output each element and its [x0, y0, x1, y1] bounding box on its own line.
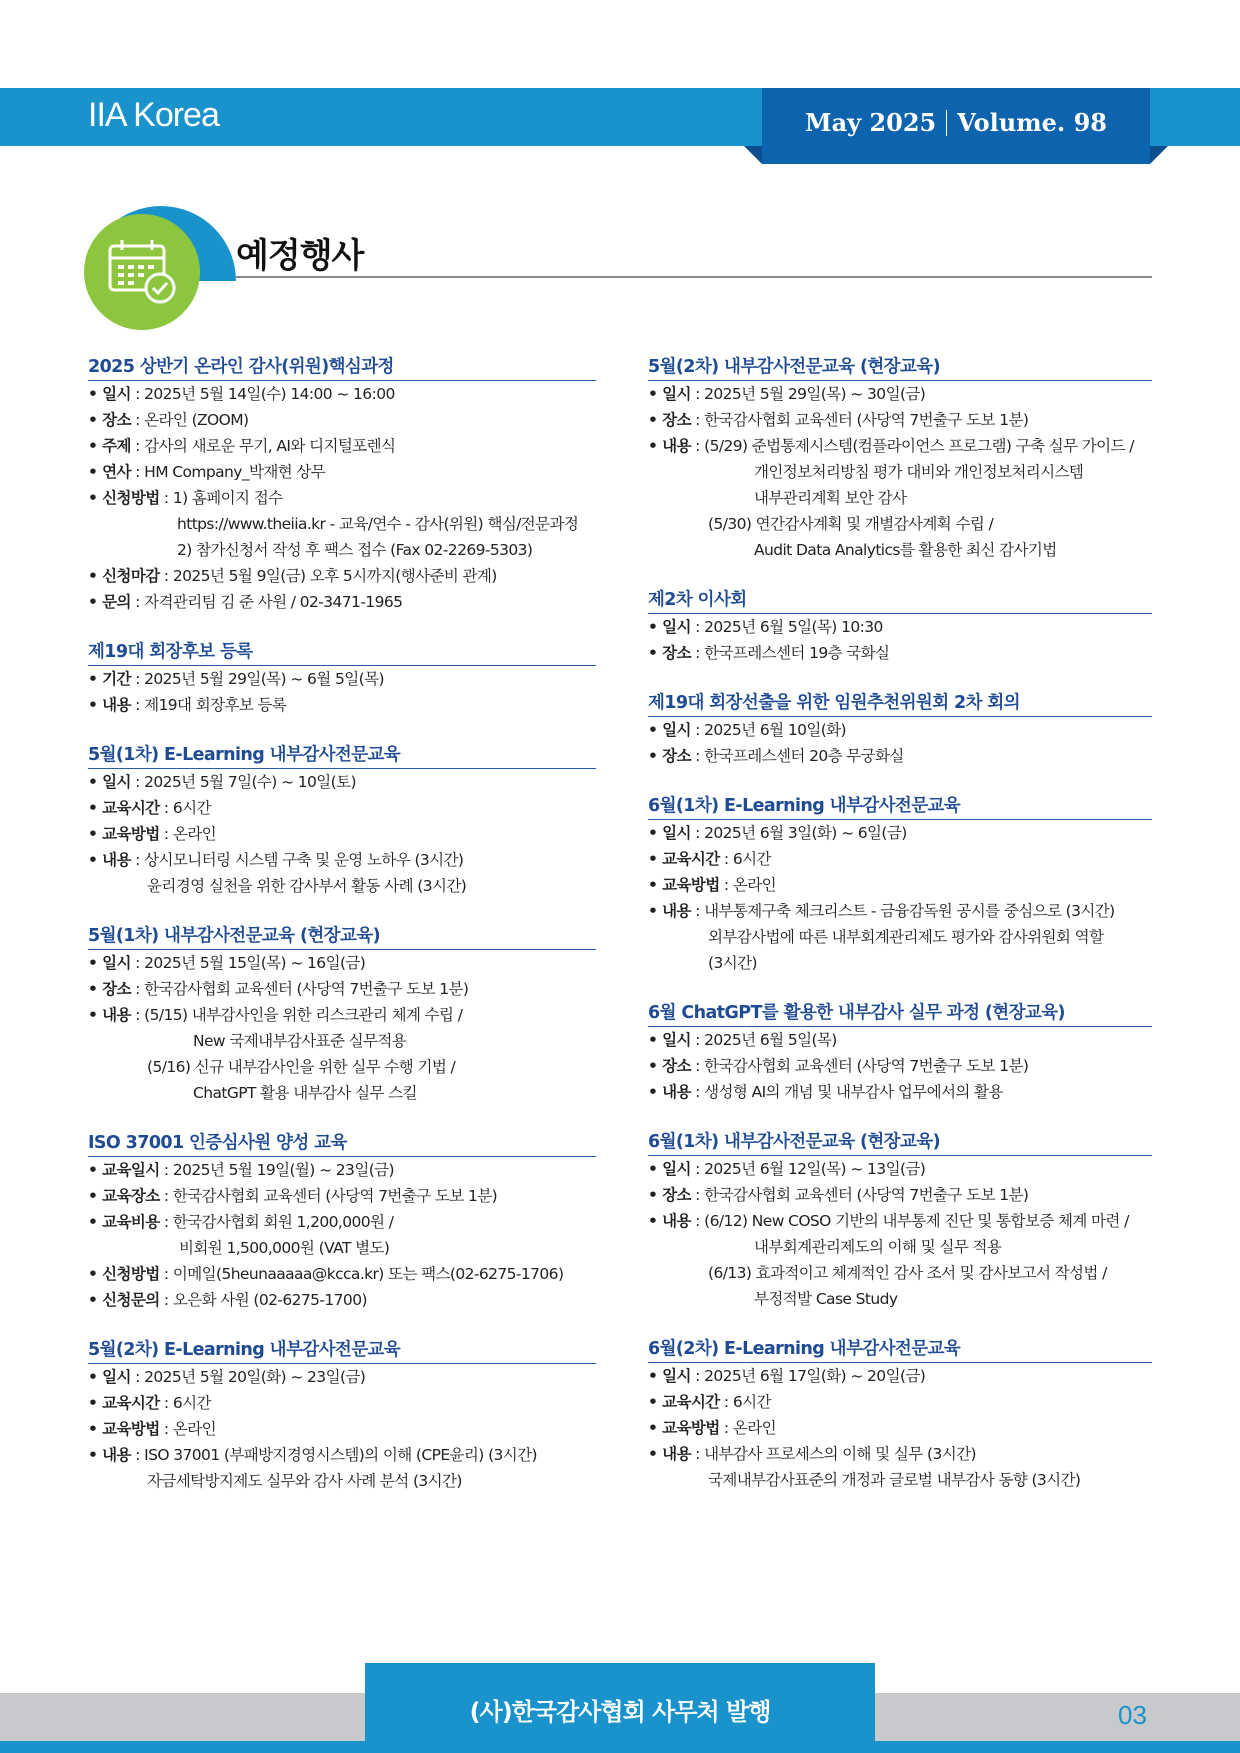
bullet-icon: •: [88, 1291, 103, 1309]
event-detail-line: [648, 614, 1152, 640]
bullet-icon: •: [88, 1446, 103, 1464]
detail-label: 교육방법: [662, 1419, 720, 1437]
detail-label: 일시: [662, 1031, 691, 1049]
detail-label: 내용: [102, 851, 131, 869]
bullet-icon: •: [88, 980, 103, 998]
bullet-icon: •: [648, 1057, 663, 1075]
event-detail-line: [648, 717, 1152, 743]
bullet-icon: •: [88, 385, 103, 403]
bullet-icon: •: [88, 489, 103, 507]
event-title: 5월(1차) E-Learning 내부감사전문교육: [88, 744, 596, 769]
event-detail-line: [88, 459, 596, 485]
detail-label: 교육시간: [102, 1394, 160, 1412]
event-detail-line: [88, 1364, 596, 1390]
event-detail-line: [88, 692, 596, 718]
event-title: 6월 ChatGPT를 활용한 내부감사 실무 과정 (현장교육): [648, 1002, 1152, 1027]
detail-label: 일시: [662, 618, 691, 636]
event-detail-line: [648, 381, 1152, 407]
detail-label: 일시: [102, 773, 131, 791]
detail-label: 교육시간: [102, 799, 160, 817]
event-detail-line: [648, 1182, 1152, 1208]
detail-label: 주제: [102, 437, 131, 455]
calendar-check-icon: [104, 236, 180, 308]
detail-value: : 6시간: [719, 850, 771, 868]
detail-value: : 2025년 5월 7일(수) ~ 10일(토): [130, 773, 356, 791]
event-detail-line: [88, 1157, 596, 1183]
bullet-icon: •: [648, 618, 663, 636]
issue-volume: Volume. 98: [957, 108, 1107, 137]
page-title: 예정행사: [236, 236, 364, 276]
event-detail-line: [648, 1260, 1152, 1286]
event-title: 6월(1차) E-Learning 내부감사전문교육: [648, 795, 1152, 820]
event-block: [88, 744, 596, 899]
detail-continuation: ChatGPT 활용 내부감사 실무 스킬: [193, 1084, 417, 1102]
bullet-icon: •: [88, 593, 103, 611]
detail-label: 일시: [102, 1368, 131, 1386]
detail-value: : 2025년 5월 29일(목) ~ 30일(금): [690, 385, 926, 403]
detail-continuation: 자금세탁방지제도 실무와 감사 사례 분석 (3시간): [147, 1472, 462, 1490]
detail-value: : (6/12) New COSO 기반의 내부통제 진단 및 통합보증 체계 마련 /: [690, 1212, 1129, 1230]
event-block: [88, 1132, 596, 1313]
bullet-icon: •: [648, 876, 663, 894]
event-title: 6월(1차) 내부감사전문교육 (현장교육): [648, 1131, 1152, 1156]
event-title: 제19대 회장선출을 위한 임원추천위원회 2차 회의: [648, 692, 1152, 717]
detail-label: 신청방법: [102, 489, 160, 507]
bullet-icon: •: [88, 799, 103, 817]
event-block: [648, 1002, 1152, 1105]
detail-value: : 2025년 5월 29일(목) ~ 6월 5일(목): [130, 670, 384, 688]
issue-tab-fold-right: [1150, 146, 1168, 164]
event-detail-line: [88, 563, 596, 589]
bullet-icon: •: [88, 567, 103, 585]
event-detail-line: [88, 821, 596, 847]
title-badge: [84, 214, 200, 330]
detail-label: 교육일시: [102, 1161, 160, 1179]
detail-value: : 1) 홈페이지 접수: [159, 489, 283, 507]
detail-label: 내용: [662, 1212, 691, 1230]
detail-value: : 온라인: [719, 876, 777, 894]
detail-value: : 자격관리팀 김 준 사원 / 02-3471-1965: [130, 593, 403, 611]
detail-continuation: 내부관리계획 보안 감사: [754, 489, 907, 507]
bullet-icon: •: [648, 1031, 663, 1049]
bullet-icon: •: [648, 850, 663, 868]
event-detail-line: [648, 1208, 1152, 1234]
detail-value: : 한국감사협회 교육센터 (사당역 7번출구 도보 1분): [130, 980, 469, 998]
event-title: 2025 상반기 온라인 감사(위원)핵심과정: [88, 356, 596, 381]
bullet-icon: •: [88, 1265, 103, 1283]
bullet-icon: •: [88, 1213, 103, 1231]
bullet-icon: •: [88, 670, 103, 688]
issue-separator: [946, 110, 947, 136]
detail-label: 교육방법: [662, 876, 720, 894]
page-number: 03: [1118, 1700, 1147, 1730]
detail-continuation: (3시간): [708, 954, 757, 972]
detail-label: 장소: [662, 411, 691, 429]
detail-value: : 내부감사 프로세스의 이해 및 실무 (3시간): [690, 1445, 976, 1463]
detail-label: 내용: [102, 696, 131, 714]
event-detail-line: [88, 407, 596, 433]
bullet-icon: •: [648, 824, 663, 842]
detail-value: : 2025년 6월 10일(화): [690, 721, 847, 739]
detail-value: (5/30) 연간감사계획 및 개별감사계획 수립 /: [708, 515, 994, 533]
detail-label: 일시: [102, 385, 131, 403]
detail-label: 일시: [662, 1367, 691, 1385]
bullet-icon: •: [88, 954, 103, 972]
event-detail-line: [88, 1287, 596, 1313]
detail-label: 장소: [102, 980, 131, 998]
bullet-icon: •: [88, 1161, 103, 1179]
detail-value: : 한국감사협회 교육센터 (사당역 7번출구 도보 1분): [159, 1187, 498, 1205]
detail-continuation: 2) 참가신청서 작성 후 팩스 접수 (Fax 02-2269-5303): [177, 541, 533, 559]
bullet-icon: •: [88, 437, 103, 455]
event-detail-line: [648, 743, 1152, 769]
detail-continuation: 부정적발 Case Study: [754, 1290, 898, 1308]
event-detail-line: [88, 847, 596, 873]
detail-label: 교육시간: [662, 1393, 720, 1411]
detail-value: : 2025년 5월 15일(목) ~ 16일(금): [130, 954, 366, 972]
detail-label: 내용: [662, 902, 691, 920]
bullet-icon: •: [648, 1160, 663, 1178]
detail-value: : (5/29) 준법통제시스템(컴플라이언스 프로그램) 구축 실무 가이드 /: [690, 437, 1134, 455]
detail-label: 문의: [102, 593, 131, 611]
event-block: [648, 1338, 1152, 1493]
detail-value: : HM Company_박재현 상무: [130, 463, 326, 481]
event-detail-line: [88, 1209, 596, 1235]
detail-value: : 2025년 6월 17일(화) ~ 20일(금): [690, 1367, 926, 1385]
detail-value: : 6시간: [719, 1393, 771, 1411]
detail-label: 내용: [662, 1083, 691, 1101]
event-detail-line: [648, 407, 1152, 433]
bullet-icon: •: [648, 721, 663, 739]
event-title: 6월(2차) E-Learning 내부감사전문교육: [648, 1338, 1152, 1363]
bullet-icon: •: [648, 385, 663, 403]
detail-label: 장소: [662, 747, 691, 765]
detail-value: : 온라인: [159, 1420, 217, 1438]
bullet-icon: •: [648, 411, 663, 429]
event-detail-line: [648, 846, 1152, 872]
detail-value: : 6시간: [159, 799, 211, 817]
issue-month: May 2025: [805, 108, 937, 137]
bullet-icon: •: [88, 1368, 103, 1386]
detail-value: : 생성형 AI의 개념 및 내부감사 업무에서의 활용: [690, 1083, 1003, 1101]
detail-label: 내용: [102, 1006, 131, 1024]
event-block: [648, 589, 1152, 666]
event-detail-line: [648, 1441, 1152, 1467]
detail-value: : 2025년 6월 5일(목) 10:30: [690, 618, 883, 636]
event-detail-line: [648, 1053, 1152, 1079]
event-detail-line: [88, 433, 596, 459]
detail-value: (6/13) 효과적이고 체계적인 감사 조서 및 감사보고서 작성법 /: [708, 1264, 1107, 1282]
event-title: 5월(2차) 내부감사전문교육 (현장교육): [648, 356, 1152, 381]
detail-label: 장소: [102, 411, 131, 429]
event-title: 제2차 이사회: [648, 589, 1152, 614]
event-title: ISO 37001 인증심사원 양성 교육: [88, 1132, 596, 1157]
event-detail-line: [648, 1415, 1152, 1441]
event-block: [648, 795, 1152, 976]
detail-label: 장소: [662, 644, 691, 662]
event-detail-line: [648, 511, 1152, 537]
bullet-icon: •: [88, 1394, 103, 1412]
detail-value: : ISO 37001 (부패방지경영시스템)의 이해 (CPE윤리) (3시간): [130, 1446, 537, 1464]
detail-value: : 2025년 5월 14일(수) 14:00 ~ 16:00: [130, 385, 395, 403]
detail-value: : 한국프레스센터 20층 무궁화실: [690, 747, 904, 765]
event-title: 제19대 회장후보 등록: [88, 641, 596, 666]
event-detail-line: [648, 433, 1152, 459]
issue-tab-fold-left: [744, 146, 762, 164]
detail-value: : 온라인 (ZOOM): [130, 411, 249, 429]
detail-continuation: 외부감사법에 따른 내부회계관리제도 평가와 감사위원회 역할: [708, 928, 1104, 946]
title-divider: [236, 276, 1152, 278]
bullet-icon: •: [648, 644, 663, 662]
bullet-icon: •: [648, 1419, 663, 1437]
event-detail-line: [88, 795, 596, 821]
bullet-icon: •: [88, 1420, 103, 1438]
detail-value: : (5/15) 내부감사인을 위한 리스크관리 체계 수립 /: [130, 1006, 463, 1024]
bullet-icon: •: [88, 696, 103, 714]
detail-value: : 2025년 6월 12일(목) ~ 13일(금): [690, 1160, 926, 1178]
detail-label: 일시: [662, 721, 691, 739]
detail-label: 장소: [662, 1186, 691, 1204]
brand-logo: IIA Korea: [88, 96, 219, 134]
event-detail-line: [88, 976, 596, 1002]
detail-value: : 6시간: [159, 1394, 211, 1412]
detail-value: : 온라인: [159, 825, 217, 843]
event-block: [88, 925, 596, 1106]
event-title: 5월(1차) 내부감사전문교육 (현장교육): [88, 925, 596, 950]
bullet-icon: •: [648, 1186, 663, 1204]
detail-label: 내용: [662, 1445, 691, 1463]
detail-continuation: 비회원 1,500,000원 (VAT 별도): [179, 1239, 390, 1257]
event-detail-line: [88, 1183, 596, 1209]
event-detail-line: [88, 1442, 596, 1468]
detail-label: 신청마감: [102, 567, 160, 585]
detail-value: : 한국감사협회 회원 1,200,000원 /: [159, 1213, 394, 1231]
detail-label: 신청방법: [102, 1265, 160, 1283]
detail-value: : 2025년 6월 5일(목): [690, 1031, 837, 1049]
footer-publisher: (사)한국감사협회 사무처 발행: [469, 1698, 771, 1726]
bullet-icon: •: [648, 747, 663, 765]
bullet-icon: •: [88, 851, 103, 869]
event-detail-line: [648, 1156, 1152, 1182]
bullet-icon: •: [88, 1006, 103, 1024]
detail-value: : 내부통제구축 체크리스트 - 금융감독원 공시를 중심으로 (3시간): [690, 902, 1115, 920]
detail-label: 일시: [662, 385, 691, 403]
detail-value: : 2025년 5월 20일(화) ~ 23일(금): [130, 1368, 366, 1386]
bullet-icon: •: [88, 411, 103, 429]
bullet-icon: •: [88, 1187, 103, 1205]
event-detail-line: [88, 769, 596, 795]
bullet-icon: •: [88, 825, 103, 843]
detail-value: : 오은화 사원 (02-6275-1700): [159, 1291, 367, 1309]
event-block: [648, 692, 1152, 769]
event-title: 5월(2차) E-Learning 내부감사전문교육: [88, 1339, 596, 1364]
event-detail-line: [88, 1002, 596, 1028]
detail-value: : 한국프레스센터 19층 국화실: [690, 644, 890, 662]
event-detail-line: [88, 381, 596, 407]
event-detail-line: [88, 1390, 596, 1416]
detail-value: (5/16) 신규 내부감사인을 위한 실무 수행 기법 /: [147, 1058, 456, 1076]
event-detail-line: [648, 898, 1152, 924]
event-detail-line: [648, 872, 1152, 898]
detail-value: : 2025년 5월 19일(월) ~ 23일(금): [159, 1161, 394, 1179]
event-block: [88, 356, 596, 615]
bullet-icon: •: [648, 902, 663, 920]
bullet-icon: •: [648, 437, 663, 455]
event-detail-line: [88, 1416, 596, 1442]
detail-value: : 이메일(5heunaaaaa@kcca.kr) 또는 팩스(02-6275-1706): [159, 1265, 564, 1283]
detail-value: : 2025년 6월 3일(화) ~ 6일(금): [690, 824, 907, 842]
detail-continuation: New 국제내부감사표준 실무적용: [193, 1032, 407, 1050]
detail-continuation: 국제내부감사표준의 개정과 글로벌 내부감사 동향 (3시간): [708, 1471, 1081, 1489]
detail-label: 일시: [662, 824, 691, 842]
bullet-icon: •: [88, 463, 103, 481]
left-column: [88, 356, 596, 1520]
detail-label: 일시: [102, 954, 131, 972]
detail-label: 내용: [662, 437, 691, 455]
detail-label: 연사: [102, 463, 131, 481]
detail-value: : 2025년 5월 9일(금) 오후 5시까지(행사준비 관계): [159, 567, 497, 585]
event-detail-line: [648, 1079, 1152, 1105]
event-block: [88, 641, 596, 718]
detail-label: 내용: [102, 1446, 131, 1464]
right-column: [648, 356, 1152, 1519]
bullet-icon: •: [648, 1083, 663, 1101]
detail-continuation: 개인정보처리방침 평가 대비와 개인정보처리시스템: [754, 463, 1084, 481]
detail-continuation: 윤리경영 실천을 위한 감사부서 활동 사례 (3시간): [147, 877, 467, 895]
detail-value: : 한국감사협회 교육센터 (사당역 7번출구 도보 1분): [690, 411, 1029, 429]
detail-continuation: Audit Data Analytics를 활용한 최신 감사기법: [754, 541, 1057, 559]
event-detail-line: [648, 1389, 1152, 1415]
event-block: [648, 1131, 1152, 1312]
detail-label: 교육장소: [102, 1187, 160, 1205]
event-detail-line: [648, 1027, 1152, 1053]
detail-continuation: 내부회계관리제도의 이해 및 실무 적용: [754, 1238, 1002, 1256]
detail-label: 교육방법: [102, 1420, 160, 1438]
detail-value: : 감사의 새로운 무기, AI와 디지털포렌식: [130, 437, 396, 455]
event-detail-line: [88, 1054, 596, 1080]
event-block: [648, 356, 1152, 563]
event-detail-line: [88, 485, 596, 511]
bullet-icon: •: [88, 773, 103, 791]
detail-continuation: https://www.theiia.kr - 교육/연수 - 감사(위원) 핵심/전문과정: [177, 515, 579, 533]
detail-label: 교육비용: [102, 1213, 160, 1231]
event-detail-line: [88, 589, 596, 615]
event-detail-line: [648, 640, 1152, 666]
detail-label: 교육방법: [102, 825, 160, 843]
issue-label: [762, 108, 1150, 137]
event-detail-line: [648, 1363, 1152, 1389]
event-detail-line: [648, 820, 1152, 846]
detail-label: 교육시간: [662, 850, 720, 868]
bullet-icon: •: [648, 1367, 663, 1385]
detail-value: : 온라인: [719, 1419, 777, 1437]
detail-value: : 상시모니터링 시스템 구축 및 운영 노하우 (3시간): [130, 851, 464, 869]
detail-label: 장소: [662, 1057, 691, 1075]
event-detail-line: [88, 666, 596, 692]
bullet-icon: •: [648, 1445, 663, 1463]
detail-label: 일시: [662, 1160, 691, 1178]
bullet-icon: •: [648, 1393, 663, 1411]
detail-value: : 한국감사협회 교육센터 (사당역 7번출구 도보 1분): [690, 1057, 1029, 1075]
event-detail-line: [88, 1261, 596, 1287]
detail-value: : 한국감사협회 교육센터 (사당역 7번출구 도보 1분): [690, 1186, 1029, 1204]
detail-label: 신청문의: [102, 1291, 160, 1309]
bullet-icon: •: [648, 1212, 663, 1230]
detail-label: 기간: [102, 670, 131, 688]
event-block: [88, 1339, 596, 1494]
event-detail-line: [88, 950, 596, 976]
detail-value: : 제19대 회장후보 등록: [130, 696, 287, 714]
